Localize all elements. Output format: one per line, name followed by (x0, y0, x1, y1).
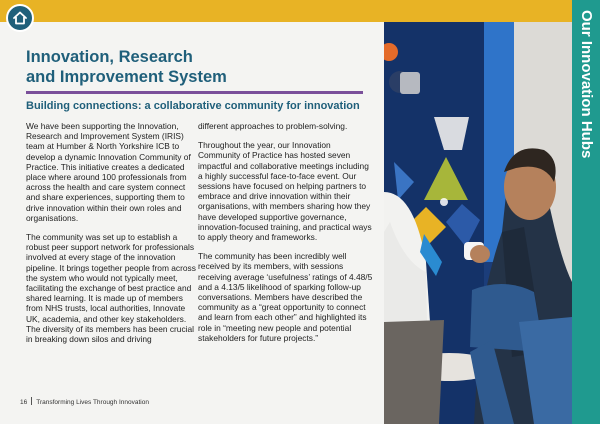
body-paragraph: different approaches to problem-solving. (198, 121, 348, 131)
page-title-line-1: Innovation, Research (26, 48, 193, 66)
footer-text: Transforming Lives Through Innovation (36, 399, 149, 406)
page-number: 16 (20, 399, 28, 406)
page-title (26, 47, 356, 87)
body-paragraph: The community has been incredibly well received by its members, with sessions receiving average ‘usefulness’ ratings of 4.48/5 and a 4.13/5 likelihood of sparking follow-up conversations. Members have described the community as a “great opportunity to connect and learn from each other” and highlighted its role in “meeting new people and potential stakeholders for future projects.” (198, 251, 373, 343)
page-footer (20, 397, 149, 406)
body-paragraph: Throughout the year, our Innovation Community of Practice has hosted seven impactful and collaborative meetings including a highly successful face-to-face event. Our sessions have focused on helping partners to embrace and drive innovation within their organisations, with members sharing how they have developed supportive governance, innovation-focused training, and practical ways to apply theory and frameworks. (198, 140, 372, 243)
title-divider (26, 91, 363, 94)
body-column-left (26, 121, 198, 353)
top-accent-band (0, 0, 572, 22)
page-title-line-2: and Improvement System (26, 68, 227, 86)
section-tab-label: Our Innovation Hubs (578, 10, 595, 159)
section-tab (572, 0, 600, 424)
body-paragraph: We have been supporting the Innovation, Research and Improvement System (IRIS) team at Humber & North Yorkshire ICB to develop a dynamic Innovation Community of Practice. This initiative creates a dedicated place where around 100 professionals from across the health and care system connect and share experiences, supporting them to drive innovation within their own roles and organisations. (26, 121, 191, 223)
body-paragraph: The community was set up to establish a robust peer support network for professionals involved at every stage of the innovation pipeline. It brings together people from across the system who would not typically meet, facilitating the exchange of best practice and shared learning. It is made up of members from NHS trusts, local authorities, Innovate UK, academia, and other key stakeholders. The diversity of its members has been crucial in breaking down silos and driving (26, 232, 196, 345)
home-icon (12, 10, 28, 26)
body-column-right (198, 121, 374, 352)
community-photo (384, 22, 572, 424)
section-subheading: Building connections: a collaborative community for innovation (26, 100, 360, 112)
home-button[interactable] (6, 4, 34, 32)
footer-divider (31, 397, 32, 405)
